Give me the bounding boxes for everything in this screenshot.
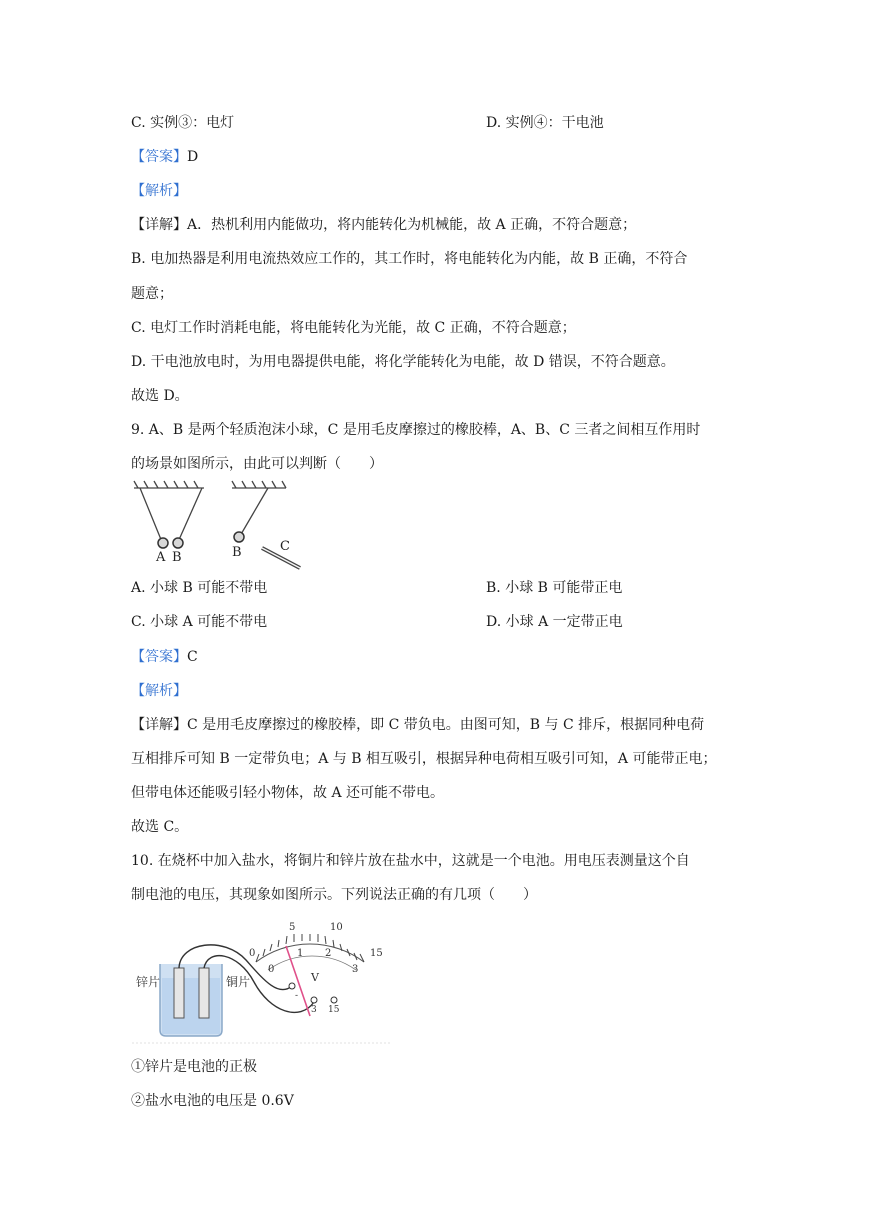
answer-value: D [187, 149, 199, 165]
q9-analysis-tag [131, 681, 187, 701]
q8-detail-c: C. 电灯工作时消耗电能，将电能转化为光能，故 C 正确，不符合题意； [131, 320, 576, 336]
ball-b-left [173, 538, 183, 548]
outer-tick-15: 15 [370, 948, 383, 959]
terminal-15v [331, 997, 337, 1003]
q9-choose: 故选 C。 [131, 819, 189, 835]
analysis-tag: 【解析】 [131, 683, 187, 699]
answer-tag: 【答案】 [131, 149, 187, 165]
q10-figure-battery-voltmeter [128, 912, 394, 1046]
q8-choose: 故选 D。 [131, 388, 189, 404]
detail-text: C 是用毛皮摩擦过的橡胶棒，即 C 带负电。由图可知，B 与 C 排斥，根据同种电荷 [187, 717, 705, 733]
detail-tag: 【详解】 [131, 717, 187, 733]
q10-statement-2: ②盐水电池的电压是 0.6V [131, 1093, 294, 1109]
terminal-3v [311, 997, 317, 1003]
q9-stem-line1: 9. A、B 是两个轻质泡沫小球，C 是用毛皮摩擦过的橡胶棒，A、B、C 三者之间相互作用时 [131, 422, 701, 438]
answer-tag: 【答案】 [131, 649, 187, 665]
q9-stem-line2: 的场景如图所示，由此可以判断（ ） [131, 456, 383, 472]
inner-tick-0: 0 [268, 964, 275, 975]
q10-stem-line2: 制电池的电压，其现象如图所示。下列说法正确的有几项（ ） [131, 887, 537, 903]
q8-option-d: D. 实例④：干电池 [486, 115, 604, 131]
q8-answer-line [131, 147, 198, 167]
unit-v: V [311, 971, 319, 984]
q9-answer-line [131, 647, 198, 667]
q8-detail-d: D. 干电池放电时，为用电器提供电能，将化学能转化为电能，故 D 错误，不符合题意。 [131, 354, 675, 370]
terminal-neg-label: - [295, 991, 299, 1001]
label-c: C [280, 539, 290, 554]
inner-tick-3: 3 [352, 964, 359, 975]
q9-option-d: D. 小球 A 一定带正电 [486, 614, 623, 630]
zinc-plate [174, 968, 184, 1018]
q10-stem-line1: 10. 在烧杯中加入盐水，将铜片和锌片放在盐水中，这就是一个电池。用电压表测量这个自 [131, 853, 690, 869]
inner-tick-2: 2 [325, 948, 332, 959]
zinc-label: 锌片 [136, 975, 161, 989]
label-a: A [156, 550, 166, 565]
outer-tick-10: 10 [330, 922, 343, 933]
q9-figure-charged-balls [128, 484, 308, 570]
detail-tag: 【详解】 [131, 217, 187, 233]
q8-detail-a [131, 215, 636, 235]
ball-a [158, 538, 168, 548]
label-b-left: B [172, 550, 182, 565]
detail-text: A．热机利用内能做功，将内能转化为机械能，故 A 正确，不符合题意； [187, 217, 637, 233]
q9-option-a: A. 小球 B 可能不带电 [131, 580, 268, 596]
q10-statement-1: ①锌片是电池的正极 [131, 1059, 257, 1075]
inner-tick-1: 1 [297, 948, 304, 959]
label-b-right: B [232, 545, 242, 560]
terminal-negative [289, 983, 295, 989]
q9-detail-line3: 但带电体还能吸引轻小物体，故 A 还可能不带电。 [131, 785, 445, 801]
outer-tick-0: 0 [249, 948, 256, 959]
q9-detail-line2: 互相排斥可知 B 一定带负电；A 与 B 相互吸引，根据异种电荷相互吸引可知，A 可能带正电； [131, 751, 717, 767]
q8-detail-b1: B. 电加热器是利用电流热效应工作的，其工作时，将电能转化为内能，故 B 正确，不符合 [131, 251, 688, 267]
copper-plate [199, 968, 209, 1018]
q8-detail-b2: 题意； [131, 286, 173, 302]
outer-tick-5: 5 [289, 922, 296, 933]
terminal-15-label: 15 [328, 1005, 340, 1015]
q8-analysis-tag [131, 181, 187, 201]
q9-detail-line1 [131, 715, 704, 735]
q9-option-c: C. 小球 A 可能不带电 [131, 614, 268, 630]
copper-label: 铜片 [226, 975, 251, 989]
analysis-tag: 【解析】 [131, 183, 187, 199]
terminal-3-label: 3 [311, 1005, 317, 1015]
ball-b-right [234, 532, 244, 542]
answer-value: C [187, 649, 198, 665]
q8-option-c: C. 实例③：电灯 [131, 115, 235, 131]
q9-option-b: B. 小球 B 可能带正电 [486, 580, 623, 596]
